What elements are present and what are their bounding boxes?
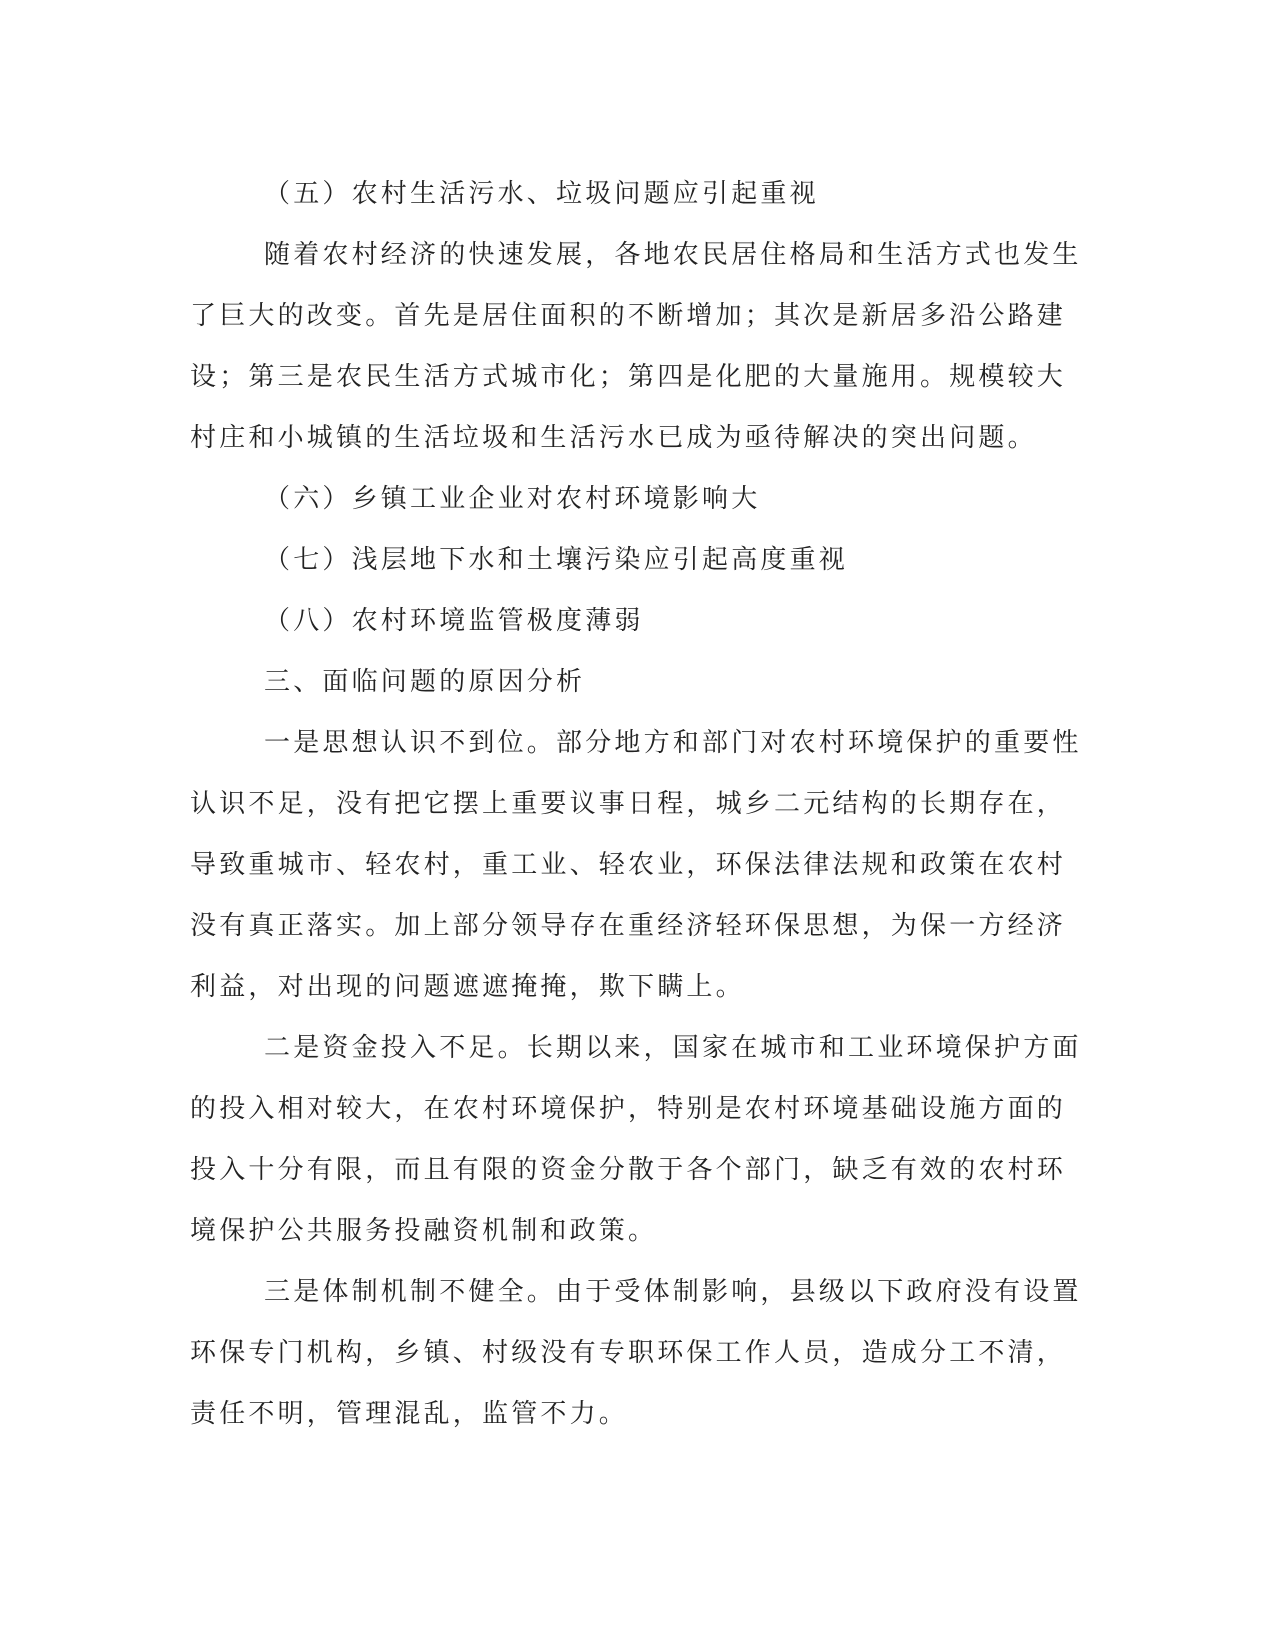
text-line: 责任不明，管理混乱，监管不力。 (190, 1399, 629, 1429)
text-line: 二是资金投入不足。长期以来，国家在城市和工业环境保护方面 (264, 1033, 1082, 1063)
document-body (190, 164, 1080, 1445)
text-line: （八）农村环境监管极度薄弱 (264, 606, 644, 636)
text-line: 三是体制机制不健全。由于受体制影响，县级以下政府没有设置 (264, 1277, 1082, 1307)
text-line: 投入十分有限，而且有限的资金分散于各个部门，缺乏有效的农村环 (190, 1155, 1067, 1185)
text-line: 的投入相对较大，在农村环境保护，特别是农村环境基础设施方面的 (190, 1094, 1067, 1124)
subheading-township-industry (190, 469, 1080, 530)
paragraph-funding (190, 1018, 1080, 1262)
subheading-rural-sewage-garbage (190, 164, 1080, 225)
text-line: 没有真正落实。加上部分领导存在重经济轻环保思想，为保一方经济 (190, 911, 1067, 941)
text-line: 境保护公共服务投融资机制和政策。 (190, 1216, 658, 1246)
subheading-weak-supervision (190, 591, 1080, 652)
text-line: 设；第三是农民生活方式城市化；第四是化肥的大量施用。规模较大 (190, 362, 1067, 392)
text-line: 随着农村经济的快速发展，各地农民居住格局和生活方式也发生 (264, 240, 1082, 270)
text-line: 认识不足，没有把它摆上重要议事日程，城乡二元结构的长期存在， (190, 789, 1067, 819)
text-line: （六）乡镇工业企业对农村环境影响大 (264, 484, 761, 514)
text-line: （七）浅层地下水和土壤污染应引起高度重视 (264, 545, 849, 575)
text-line: 三、面临问题的原因分析 (264, 667, 586, 697)
text-line: 导致重城市、轻农村，重工业、轻农业，环保法律法规和政策在农村 (190, 850, 1067, 880)
section-heading-cause-analysis (190, 652, 1080, 713)
text-line: 了巨大的改变。首先是居住面积的不断增加；其次是新居多沿公路建 (190, 301, 1067, 331)
text-line: （五）农村生活污水、垃圾问题应引起重视 (264, 179, 819, 209)
text-line: 环保专门机构，乡镇、村级没有专职环保工作人员，造成分工不清， (190, 1338, 1067, 1368)
subheading-groundwater-soil (190, 530, 1080, 591)
paragraph-rural-lifestyle-change (190, 225, 1080, 469)
paragraph-institutions (190, 1262, 1080, 1445)
text-line: 利益，对出现的问题遮遮掩掩，欺下瞒上。 (190, 972, 745, 1002)
text-line: 一是思想认识不到位。部分地方和部门对农村环境保护的重要性 (264, 728, 1082, 758)
text-line: 村庄和小城镇的生活垃圾和生活污水已成为亟待解决的突出问题。 (190, 423, 1037, 453)
paragraph-awareness (190, 713, 1080, 1018)
